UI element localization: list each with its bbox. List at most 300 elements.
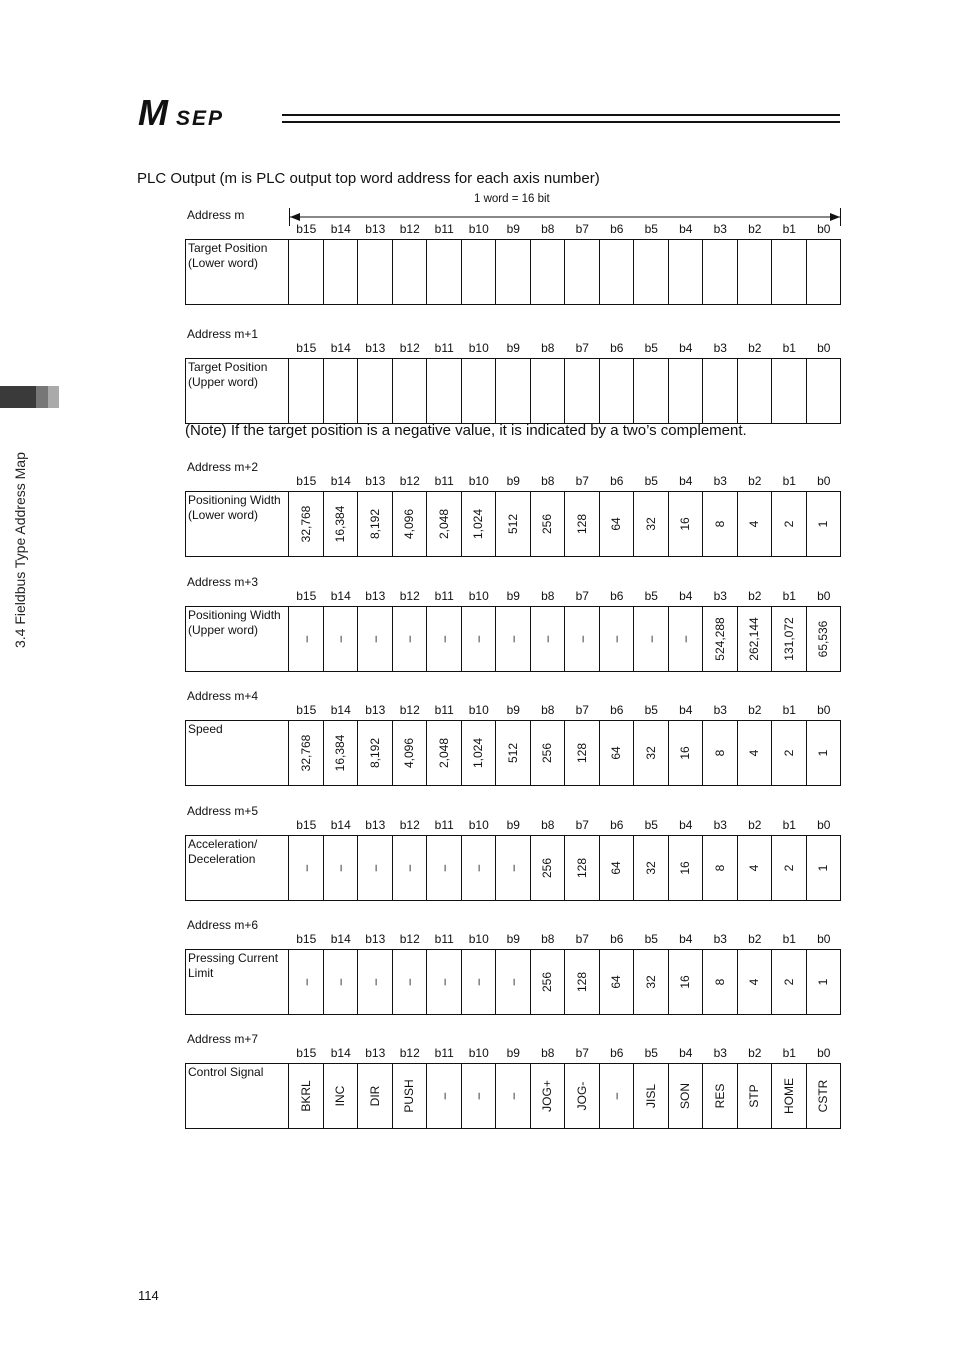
bit-cell xyxy=(807,1064,841,1128)
bit-header: b4 xyxy=(679,341,693,355)
bit-value: 512 xyxy=(505,742,520,764)
bit-cell xyxy=(289,721,324,785)
bit-cell xyxy=(427,492,462,556)
register-row xyxy=(185,606,841,672)
bit-value: 256 xyxy=(540,971,555,993)
bit-value: 32 xyxy=(643,746,658,760)
bit-header: b6 xyxy=(610,703,624,717)
header-rule-bottom xyxy=(282,121,840,123)
bit-cell xyxy=(600,721,635,785)
register-label: Positioning Width (Lower word) xyxy=(186,492,289,556)
bit-header: b14 xyxy=(330,703,351,717)
bit-value: 32 xyxy=(643,517,658,531)
bit-header: b0 xyxy=(817,474,831,488)
bit-header: b2 xyxy=(748,703,762,717)
bit-cell xyxy=(462,492,497,556)
bit-value: 1 xyxy=(816,978,831,986)
bit-value: PUSH xyxy=(402,1079,417,1113)
bit-value: 32 xyxy=(643,861,658,875)
register-row xyxy=(185,1063,841,1129)
bit-cell xyxy=(358,607,393,671)
register-label: Pressing Current Limit xyxy=(186,950,289,1014)
bit-value: 4 xyxy=(747,978,762,986)
bit-cell xyxy=(358,836,393,900)
address-label: Address m+1 xyxy=(187,327,259,341)
bit-value: 2,048 xyxy=(436,508,451,540)
bit-header: b5 xyxy=(644,932,658,946)
bit-header: b2 xyxy=(748,589,762,603)
bit-value: – xyxy=(333,864,348,872)
side-tab-light xyxy=(48,386,59,408)
bit-header: b4 xyxy=(679,1046,693,1060)
bit-value: 2,048 xyxy=(436,737,451,769)
bit-cell xyxy=(531,492,566,556)
bit-cell xyxy=(427,836,462,900)
bit-value: 512 xyxy=(505,513,520,535)
register-row xyxy=(185,835,841,901)
bit-cell xyxy=(289,240,324,304)
bit-cell xyxy=(600,836,635,900)
bit-header: b4 xyxy=(679,703,693,717)
bit-cell xyxy=(324,492,359,556)
bit-header: b0 xyxy=(817,589,831,603)
bit-header: b14 xyxy=(330,818,351,832)
bit-cell xyxy=(738,1064,773,1128)
bit-cell xyxy=(772,240,807,304)
bit-cell xyxy=(565,240,600,304)
bit-cell xyxy=(738,240,773,304)
bit-value: – xyxy=(505,635,520,643)
bit-cell xyxy=(703,721,738,785)
bit-cell xyxy=(703,359,738,423)
bit-header: b13 xyxy=(365,341,386,355)
bit-header: b7 xyxy=(575,222,589,236)
bit-cell xyxy=(393,836,428,900)
bit-header: b10 xyxy=(468,589,489,603)
bit-cell xyxy=(358,721,393,785)
bit-value: 1,024 xyxy=(471,737,486,769)
bit-cell xyxy=(738,950,773,1014)
bit-header: b6 xyxy=(610,1046,624,1060)
bit-header: b14 xyxy=(330,474,351,488)
bit-cell xyxy=(289,607,324,671)
bit-value: JOG- xyxy=(574,1081,589,1111)
bit-header: b15 xyxy=(296,222,317,236)
bit-header: b2 xyxy=(748,222,762,236)
bit-value: – xyxy=(540,635,555,643)
bit-header: b13 xyxy=(365,818,386,832)
bit-cell xyxy=(634,836,669,900)
bit-cell xyxy=(669,1064,704,1128)
bit-header: b14 xyxy=(330,222,351,236)
bit-header: b14 xyxy=(330,589,351,603)
bit-header: b9 xyxy=(506,474,520,488)
bit-header: b0 xyxy=(817,703,831,717)
address-label: Address m+7 xyxy=(187,1032,259,1046)
bit-value: HOME xyxy=(781,1078,796,1114)
bit-value: 2 xyxy=(781,864,796,872)
bit-header: b3 xyxy=(713,474,727,488)
bit-value: 8 xyxy=(712,978,727,986)
bit-cell xyxy=(600,1064,635,1128)
bit-header-row xyxy=(289,818,841,834)
bit-cell xyxy=(669,240,704,304)
register-row xyxy=(185,720,841,786)
bit-header: b15 xyxy=(296,932,317,946)
bit-value: – xyxy=(402,978,417,986)
bit-header: b6 xyxy=(610,341,624,355)
bit-value: – xyxy=(609,635,624,643)
bit-header: b12 xyxy=(399,222,420,236)
bit-header: b11 xyxy=(434,1046,454,1060)
bit-header: b0 xyxy=(817,818,831,832)
bit-cell xyxy=(358,492,393,556)
bit-header: b11 xyxy=(434,703,454,717)
bit-value: 8 xyxy=(712,749,727,757)
bit-cell xyxy=(289,492,324,556)
address-label: Address m+2 xyxy=(187,460,259,474)
bit-cell xyxy=(427,950,462,1014)
bit-value: 16 xyxy=(678,861,693,875)
bit-header: b7 xyxy=(575,1046,589,1060)
bit-cell xyxy=(496,721,531,785)
bit-header: b13 xyxy=(365,1046,386,1060)
bit-value: 4,096 xyxy=(402,737,417,769)
bit-cell xyxy=(600,492,635,556)
bit-header: b8 xyxy=(541,222,555,236)
bit-cell xyxy=(531,607,566,671)
bit-value: 1 xyxy=(816,520,831,528)
bit-value: BKRL xyxy=(298,1080,313,1112)
bit-cell xyxy=(565,721,600,785)
bit-cell xyxy=(565,1064,600,1128)
bit-header: b9 xyxy=(506,589,520,603)
bit-value: – xyxy=(298,978,313,986)
bit-header: b5 xyxy=(644,1046,658,1060)
bit-header: b8 xyxy=(541,474,555,488)
bit-value: 16 xyxy=(678,975,693,989)
bit-cell xyxy=(289,359,324,423)
bit-cell xyxy=(324,359,359,423)
bit-value: JISL xyxy=(643,1083,658,1109)
bit-cell xyxy=(531,836,566,900)
msep-logo xyxy=(138,94,278,128)
bit-header: b2 xyxy=(748,818,762,832)
bit-header: b1 xyxy=(782,703,796,717)
bit-header: b15 xyxy=(296,589,317,603)
bit-header: b1 xyxy=(782,1046,796,1060)
bit-cell xyxy=(807,950,841,1014)
bit-cell xyxy=(462,1064,497,1128)
bit-value: 1 xyxy=(816,749,831,757)
header-rule-top xyxy=(282,114,840,116)
bit-cell xyxy=(496,492,531,556)
bit-header: b4 xyxy=(679,222,693,236)
bit-header: b8 xyxy=(541,932,555,946)
bit-cell xyxy=(393,1064,428,1128)
bit-header-row xyxy=(289,474,841,490)
bit-value: 2 xyxy=(781,520,796,528)
bit-header: b10 xyxy=(468,818,489,832)
bit-header: b8 xyxy=(541,1046,555,1060)
register-label: Target Position (Upper word) xyxy=(186,359,289,423)
bit-header: b9 xyxy=(506,1046,520,1060)
bit-header: b4 xyxy=(679,474,693,488)
bit-header: b5 xyxy=(644,589,658,603)
bit-cell xyxy=(496,836,531,900)
bit-header: b10 xyxy=(468,932,489,946)
bit-header: b8 xyxy=(541,341,555,355)
bit-cell xyxy=(807,721,841,785)
bit-cell xyxy=(772,950,807,1014)
bit-cell xyxy=(324,950,359,1014)
bit-header: b5 xyxy=(644,222,658,236)
bit-header: b2 xyxy=(748,474,762,488)
bit-value: 8,192 xyxy=(367,508,382,540)
bit-header: b13 xyxy=(365,703,386,717)
bit-cell xyxy=(738,607,773,671)
bit-value: 256 xyxy=(540,513,555,535)
bit-value: 4 xyxy=(747,864,762,872)
note-text: (Note) If the target position is a negative value, it is indicated by a two’s complement. xyxy=(185,422,747,439)
bit-cell xyxy=(738,359,773,423)
bit-header: b12 xyxy=(399,932,420,946)
bit-cell xyxy=(289,836,324,900)
bit-value: 2 xyxy=(781,749,796,757)
bit-value: – xyxy=(471,978,486,986)
bit-cell xyxy=(669,836,704,900)
bit-cell xyxy=(427,607,462,671)
bit-value: 8,192 xyxy=(367,737,382,769)
bit-value: – xyxy=(471,635,486,643)
bit-header: b12 xyxy=(399,1046,420,1060)
bit-cell xyxy=(462,607,497,671)
bit-value: 8 xyxy=(712,864,727,872)
bit-value: 128 xyxy=(574,742,589,764)
page-number: 114 xyxy=(138,1288,159,1303)
bit-cell xyxy=(427,240,462,304)
bit-cell xyxy=(703,1064,738,1128)
bit-cell xyxy=(772,607,807,671)
bit-header: b14 xyxy=(330,1046,351,1060)
bit-cell xyxy=(772,359,807,423)
bit-header: b4 xyxy=(679,589,693,603)
bit-cell xyxy=(531,721,566,785)
bit-value: 1 xyxy=(816,864,831,872)
bit-header: b0 xyxy=(817,1046,831,1060)
bit-value: 2 xyxy=(781,978,796,986)
address-label: Address m+4 xyxy=(187,689,259,703)
bit-value: – xyxy=(298,864,313,872)
bit-cell xyxy=(496,1064,531,1128)
bit-value: – xyxy=(402,864,417,872)
bit-cell xyxy=(669,359,704,423)
bit-value: – xyxy=(471,864,486,872)
bit-cell xyxy=(669,492,704,556)
bit-value: 4 xyxy=(747,520,762,528)
bit-header: b13 xyxy=(365,474,386,488)
bit-header: b2 xyxy=(748,1046,762,1060)
bit-cell xyxy=(772,721,807,785)
bit-cell xyxy=(496,950,531,1014)
bit-value: 128 xyxy=(574,857,589,879)
bit-value: – xyxy=(333,635,348,643)
bit-value: STP xyxy=(747,1084,762,1108)
bit-cell xyxy=(462,721,497,785)
bit-header: b3 xyxy=(713,703,727,717)
bit-cell xyxy=(393,240,428,304)
bit-value: 16 xyxy=(678,746,693,760)
bit-header: b3 xyxy=(713,932,727,946)
section-label: 3.4 Fieldbus Type Address Map xyxy=(12,452,28,648)
bit-header: b2 xyxy=(748,932,762,946)
bit-value: 4 xyxy=(747,749,762,757)
bit-value: RES xyxy=(712,1083,727,1109)
bit-value: – xyxy=(678,635,693,643)
bit-cell xyxy=(600,240,635,304)
address-label: Address m+6 xyxy=(187,918,259,932)
bit-value: 131,072 xyxy=(781,617,796,661)
bit-value: 4,096 xyxy=(402,508,417,540)
bit-header: b10 xyxy=(468,474,489,488)
bit-cell xyxy=(427,721,462,785)
bit-value: 1,024 xyxy=(471,508,486,540)
bit-cell xyxy=(289,950,324,1014)
bit-value: 65,536 xyxy=(816,620,831,658)
bit-cell xyxy=(324,1064,359,1128)
bit-header: b9 xyxy=(506,932,520,946)
bit-header: b3 xyxy=(713,341,727,355)
bit-cell xyxy=(358,359,393,423)
bit-cell xyxy=(807,492,841,556)
address-label: Address m xyxy=(187,208,245,222)
bit-header: b8 xyxy=(541,589,555,603)
bit-cell xyxy=(634,240,669,304)
bit-header: b6 xyxy=(610,589,624,603)
bit-header: b1 xyxy=(782,932,796,946)
bit-cell xyxy=(703,240,738,304)
bit-cell xyxy=(807,836,841,900)
bit-value: 16,384 xyxy=(333,505,348,543)
bit-header: b3 xyxy=(713,1046,727,1060)
bit-header: b6 xyxy=(610,818,624,832)
bit-value: – xyxy=(643,635,658,643)
bit-cell xyxy=(531,950,566,1014)
register-label: Target Position (Lower word) xyxy=(186,240,289,304)
bit-header: b8 xyxy=(541,703,555,717)
side-tab-mid xyxy=(36,386,48,408)
bit-header: b9 xyxy=(506,341,520,355)
bit-cell xyxy=(565,950,600,1014)
bit-cell xyxy=(703,836,738,900)
bit-header: b6 xyxy=(610,932,624,946)
bit-header: b10 xyxy=(468,341,489,355)
bit-header: b13 xyxy=(365,222,386,236)
bit-cell xyxy=(634,607,669,671)
bit-value: – xyxy=(609,1092,624,1100)
bit-header: b7 xyxy=(575,818,589,832)
bit-header: b15 xyxy=(296,341,317,355)
bit-header: b12 xyxy=(399,474,420,488)
side-tab-dark xyxy=(0,386,36,408)
bit-value: 16 xyxy=(678,517,693,531)
bit-cell xyxy=(496,359,531,423)
bit-value: – xyxy=(505,864,520,872)
bit-header: b12 xyxy=(399,589,420,603)
bit-value: DIR xyxy=(367,1085,382,1107)
bit-header: b1 xyxy=(782,589,796,603)
bit-header: b3 xyxy=(713,589,727,603)
register-label: Speed xyxy=(186,721,289,785)
bit-value: 256 xyxy=(540,742,555,764)
bit-header: b5 xyxy=(644,818,658,832)
bit-header: b10 xyxy=(468,222,489,236)
bit-cell xyxy=(565,836,600,900)
bit-value: 8 xyxy=(712,520,727,528)
bit-cell xyxy=(669,607,704,671)
bit-cell xyxy=(324,721,359,785)
bit-cell xyxy=(807,240,841,304)
bit-header: b11 xyxy=(434,589,454,603)
bit-header-row xyxy=(289,341,841,357)
bit-cell xyxy=(738,492,773,556)
bit-cell xyxy=(531,240,566,304)
bit-header: b7 xyxy=(575,474,589,488)
bit-header: b15 xyxy=(296,1046,317,1060)
svg-text:M: M xyxy=(138,94,166,128)
bit-cell xyxy=(669,950,704,1014)
register-label: Acceleration/ Deceleration xyxy=(186,836,289,900)
bit-value: 64 xyxy=(609,975,624,989)
bit-cell xyxy=(393,359,428,423)
bit-value: – xyxy=(436,635,451,643)
bit-header-row xyxy=(289,222,841,238)
bit-header: b2 xyxy=(748,341,762,355)
bit-cell xyxy=(393,950,428,1014)
bit-header: b14 xyxy=(330,932,351,946)
bit-cell xyxy=(462,359,497,423)
bit-header: b15 xyxy=(296,703,317,717)
bit-header: b13 xyxy=(365,932,386,946)
bit-cell xyxy=(462,240,497,304)
bit-value: 64 xyxy=(609,861,624,875)
bit-header: b15 xyxy=(296,474,317,488)
bit-header: b3 xyxy=(713,818,727,832)
bit-cell xyxy=(600,359,635,423)
bit-cell xyxy=(772,836,807,900)
bit-header: b12 xyxy=(399,818,420,832)
svg-text:SEP: SEP xyxy=(176,107,225,128)
bit-value: – xyxy=(367,635,382,643)
bit-header: b0 xyxy=(817,222,831,236)
bit-header: b10 xyxy=(468,1046,489,1060)
bit-value: – xyxy=(471,1092,486,1100)
bit-value: 32,768 xyxy=(298,734,313,772)
bit-header: b9 xyxy=(506,222,520,236)
bit-value: 64 xyxy=(609,746,624,760)
register-row xyxy=(185,949,841,1015)
bit-header: b7 xyxy=(575,341,589,355)
bit-value: – xyxy=(436,864,451,872)
bit-header: b11 xyxy=(434,932,454,946)
bit-cell xyxy=(324,836,359,900)
bit-cell xyxy=(634,950,669,1014)
bit-header: b7 xyxy=(575,589,589,603)
bit-value: 262,144 xyxy=(747,617,762,661)
bit-value: 128 xyxy=(574,513,589,535)
bit-cell xyxy=(703,492,738,556)
bit-cell xyxy=(462,836,497,900)
